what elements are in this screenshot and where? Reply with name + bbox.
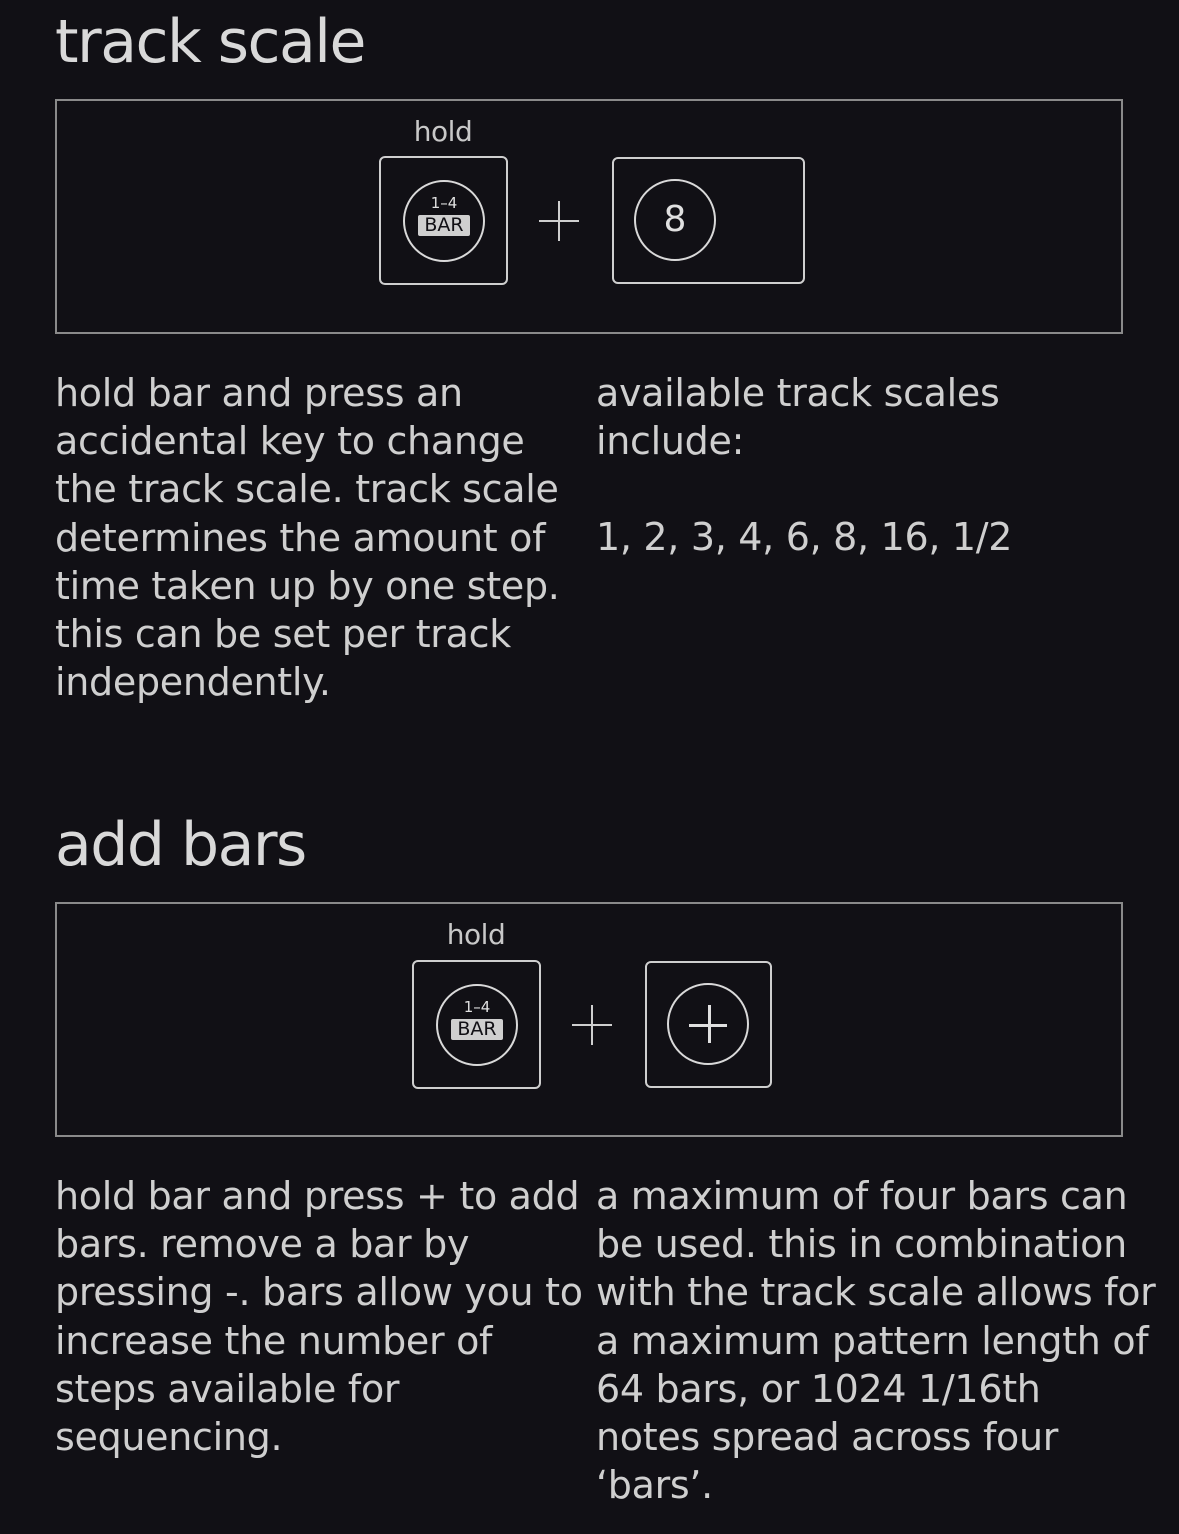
hold-label: hold: [446, 918, 506, 951]
track-scale-description: hold bar and press an accidental key to change the track scale. track scale determines the amount of time taken up by one step. this can be set per track independently.: [55, 371, 560, 705]
section-title-track-scale: track scale: [55, 7, 365, 77]
bar-key-range: 1–4: [463, 998, 491, 1016]
bar-knob-icon: [436, 984, 518, 1066]
bar-key[interactable]: [379, 156, 508, 285]
track-scale-values: 1, 2, 3, 4, 6, 8, 16, 1/2: [596, 515, 1013, 559]
add-bars-diagram: [55, 902, 1123, 1137]
track-scale-diagram: [55, 99, 1123, 334]
plus-icon: [572, 1005, 612, 1045]
knob-number: 8: [663, 199, 687, 240]
bar-key-range: 1–4: [430, 194, 458, 212]
bar-knob-icon: [403, 180, 485, 262]
add-bars-maximum-text: a maximum of four bars can be used. this in combination with the track scale allows for a maximum pattern length of 64 bars, or 1024 1/16th notes spread across four ‘bars’.: [596, 1174, 1156, 1508]
plus-knob-icon: [667, 983, 749, 1065]
bar-key-label: BAR: [418, 215, 470, 236]
track-scale-available-heading: available track scales include:: [596, 371, 1000, 464]
accidental-key-8[interactable]: [612, 157, 805, 284]
hold-label: hold: [413, 115, 473, 148]
plus-key[interactable]: [645, 961, 772, 1088]
section-title-add-bars: add bars: [55, 810, 306, 880]
knob-8-icon: [634, 179, 716, 261]
bar-key-label: BAR: [451, 1019, 503, 1040]
bar-key[interactable]: [412, 960, 541, 1089]
plus-icon: [539, 201, 579, 241]
add-bars-description: hold bar and press + to add bars. remove a bar by pressing -. bars allow you to increase the number of steps available for sequencing.: [55, 1174, 583, 1460]
